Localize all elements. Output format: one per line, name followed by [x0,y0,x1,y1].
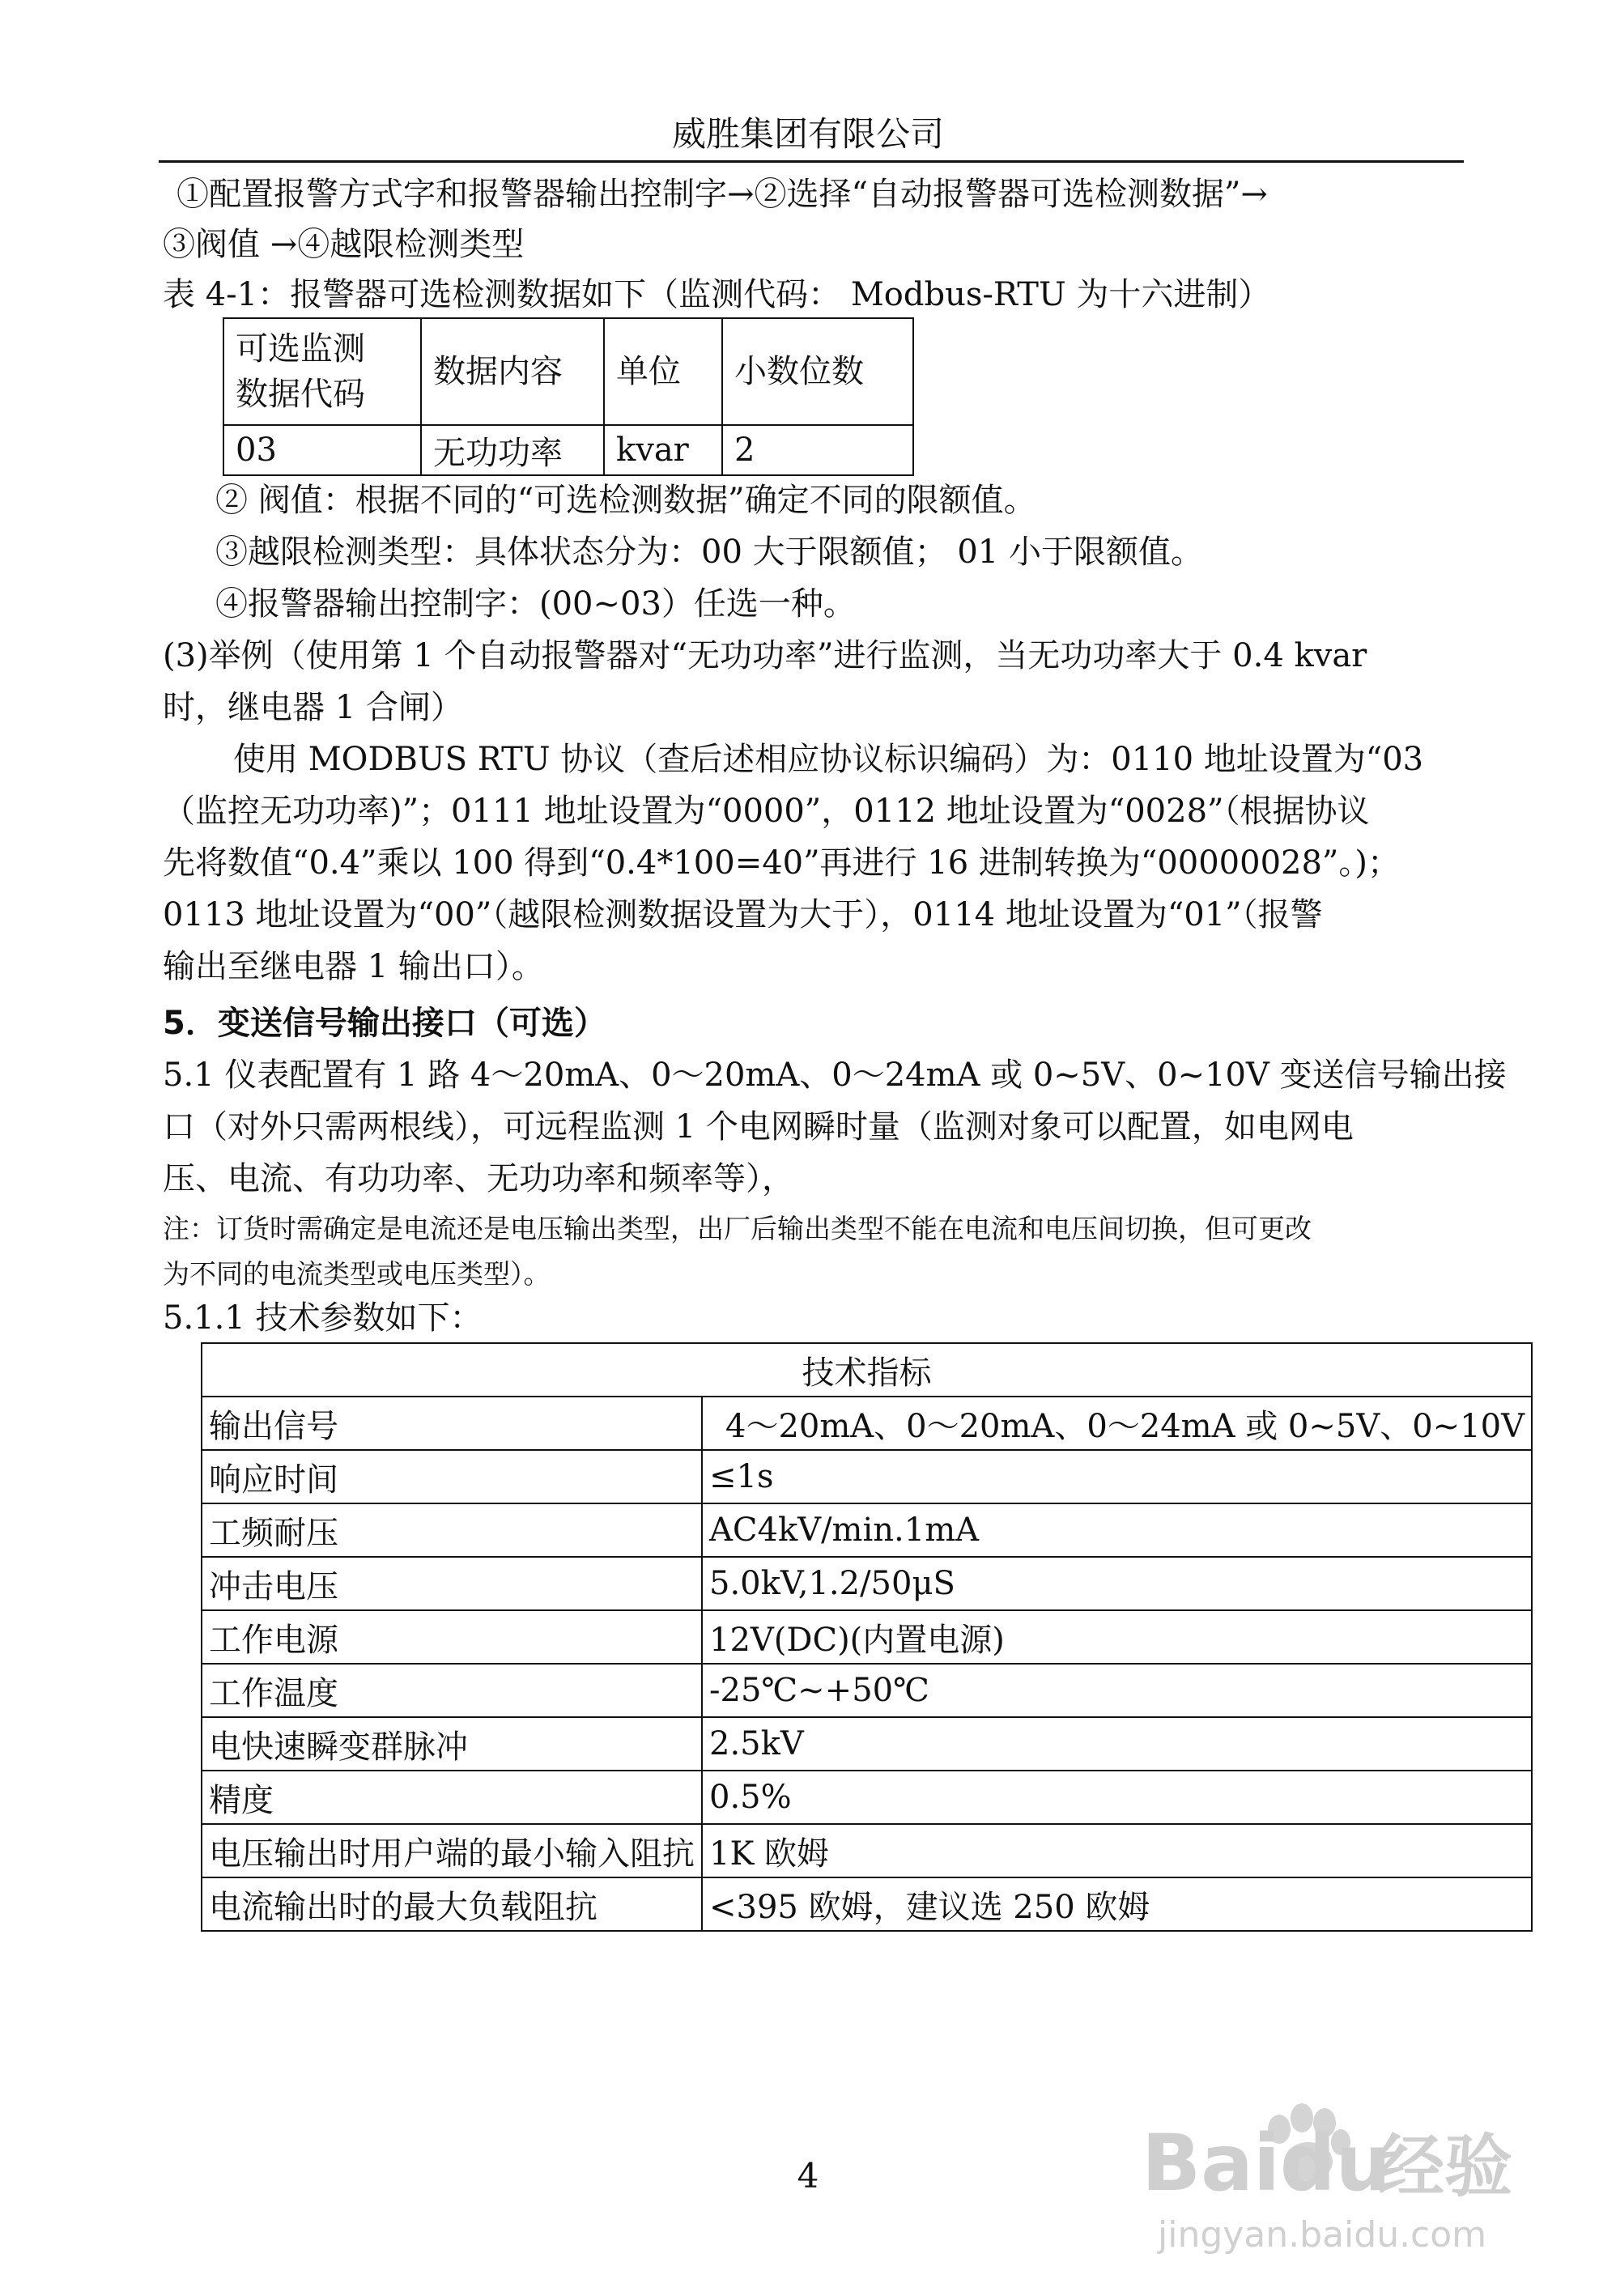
spec-value: 2.5kV [702,1717,1532,1771]
spec-value: 1K 欧姆 [702,1824,1532,1877]
text-line: （监控无功功率)”；0111 地址设置为“0000”，0112 地址设置为“0028”（根据协议 [163,793,1370,830]
spec-value: 4～20mA、0～20mA、0～24mA 或 0~5V、0~10V [702,1397,1532,1450]
table-header-cell: 数据内容 [421,318,604,425]
text-line: 时，继电器 1 合闸） [163,689,463,726]
watermark-url-text: jingyan.baidu.com [1158,2214,1487,2256]
spec-label: 电流输出时的最大负载阻抗 [202,1877,702,1931]
spec-value: ≤1s [702,1450,1532,1503]
spec-value: 0.5% [702,1771,1532,1824]
text-line: ③阀值 →④越限检测类型 [163,226,525,263]
spec-label: 工作温度 [202,1664,702,1717]
spec-value: <395 欧姆，建议选 250 欧姆 [702,1877,1532,1931]
watermark-brand-text: Baidu [1142,2118,1391,2209]
table-header-cell: 小数位数 [722,318,913,425]
page-number: 4 [797,2156,819,2196]
spec-label: 冲击电压 [202,1557,702,1610]
spec-label: 电快速瞬变群脉冲 [202,1717,702,1771]
text-line: 口（对外只需两根线），可远程监测 1 个电网瞬时量（监测对象可以配置，如电网电 [163,1108,1354,1146]
spec-value: 5.0kV,1.2/50μS [702,1557,1532,1610]
text-line: 5.1.1 技术参数如下： [163,1299,483,1337]
text-line: 输出至继电器 1 输出口）。 [163,948,544,985]
text-line: 5.1 仪表配置有 1 路 4～20mA、0～20mA、0～24mA 或 0~5V、0~10V 变送信号输出接 [163,1057,1507,1094]
watermark-cn-text: 经验 [1376,2127,1513,2206]
text-line: 使用 MODBUS RTU 协议（查后述相应协议标识编码）为：0110 地址设置为“03 [233,741,1424,778]
spec-label: 精度 [202,1771,702,1824]
table-cell: kvar [604,425,722,475]
note-line: 注：订货时需确定是电流还是电压输出类型，出厂后输出类型不能在电流和电压间切换，但可更改 [163,1213,1312,1244]
header-company: 威胜集团有限公司 [671,114,944,154]
section-heading: 5．变送信号输出接口（可选） [163,1005,606,1042]
text-line: 压、电流、有功功率、无功功率和频率等）， [163,1160,794,1197]
text-line: (3)举例（使用第 1 个自动报警器对“无功功率”进行监测，当无功功率大于 0.4 kvar [163,637,1367,674]
header-rule [159,160,1464,163]
spec-label: 工作电源 [202,1610,702,1664]
spec-value: 12V(DC)(内置电源) [702,1610,1532,1664]
table-cell: 2 [722,425,913,475]
spec-label: 电压输出时用户端的最小输入阻抗 [202,1824,702,1877]
note-line: 为不同的电流类型或电压类型）。 [163,1258,551,1290]
detection-data-table [223,317,914,476]
text-line: 先将数值“0.4”乘以 100 得到“0.4*100=40”再进行 16 进制转换为“00000028”。)； [163,844,1400,882]
table-caption: 表 4-1：报警器可选检测数据如下（监测代码： Modbus-RTU 为十六进制） [163,276,1271,313]
text-line: 0113 地址设置为“00”（越限检测数据设置为大于），0114 地址设置为“01”（报警 [163,896,1323,933]
spec-label: 响应时间 [202,1450,702,1503]
table-title-cell: 技术指标 [202,1343,1532,1397]
text-line: ③越限检测类型：具体状态分为：00 大于限额值； 01 小于限额值。 [215,534,1203,571]
table-header-cell: 单位 [604,318,722,425]
text-line: ② 阀值：根据不同的“可选检测数据”确定不同的限额值。 [215,482,1036,519]
spec-value: -25℃~+50℃ [702,1664,1532,1717]
baidu-watermark [1109,2073,1530,2275]
table-cell: 03 [223,425,421,475]
table-cell: 无功功率 [421,425,604,475]
text-line: ①配置报警方式字和报警器输出控制字→②选择“自动报警器可选检测数据”→ [176,176,1268,213]
tech-spec-table [201,1342,1533,1932]
spec-label: 输出信号 [202,1397,702,1450]
text-line: ④报警器输出控制字：(00~03）任选一种。 [215,585,856,623]
table-header-cell: 可选监测 数据代码 [223,318,421,425]
spec-value: AC4kV/min.1mA [702,1503,1532,1557]
spec-label: 工频耐压 [202,1503,702,1557]
